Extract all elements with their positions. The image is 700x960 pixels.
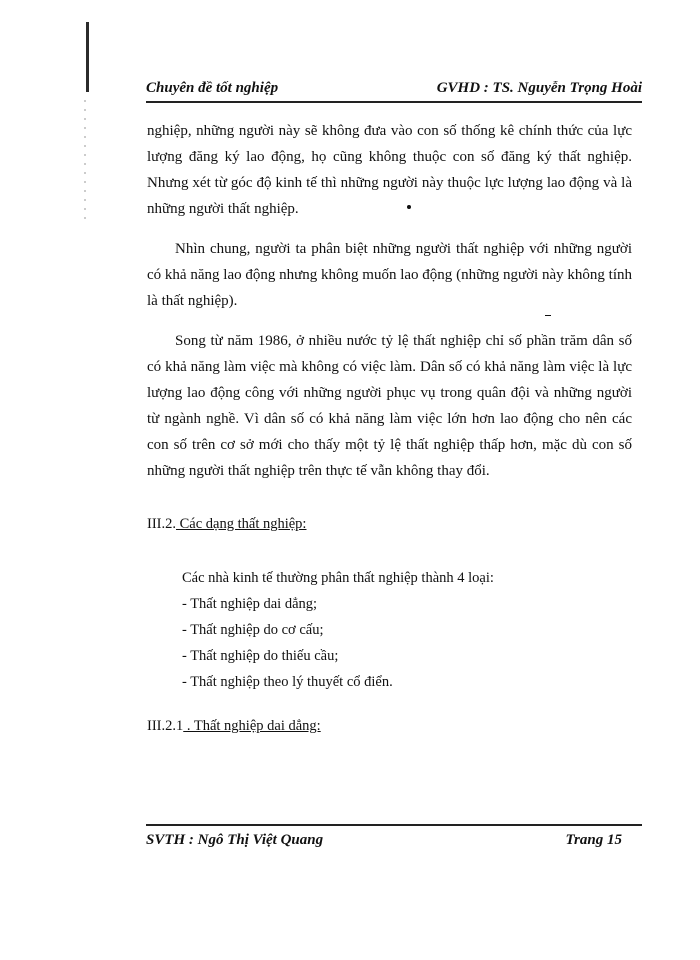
list-item: - Thất nghiệp dai dẳng; xyxy=(182,596,318,612)
list-intro: Các nhà kinh tế thường phân thất nghiệp thành 4 loại: xyxy=(182,570,494,586)
page-footer xyxy=(146,832,642,852)
footer-student: SVTH : Ngô Thị Việt Quang xyxy=(146,832,324,848)
section-number: III.2. xyxy=(147,516,176,532)
header-rule xyxy=(146,101,642,103)
scan-speck xyxy=(407,205,411,209)
paragraph-3: Song từ năm 1986, ở nhiều nước tỷ lệ thất nghiệp chỉ số phần trăm dân số có khả năng làm việc mà không có việc làm. Dân số có khả năng làm việc là lực lượng lao động công với những người phục vụ trong quân đội và những người từ ngành nghề. Vì dân số có khả năng làm việc lớn hơn lao động cho nên các con số trên cơ sở mới cho thấy một tỷ lệ thất nghiệp thấp hơn, mặc dù con số những người thất nghiệp trên thực tế vẫn không thay đổi. xyxy=(147,333,632,479)
list-item: - Thất nghiệp theo lý thuyết cổ điển. xyxy=(182,674,393,690)
section-heading-iii-2 xyxy=(147,516,306,533)
section-heading-iii-2-1 xyxy=(147,718,321,735)
scan-edge-mark xyxy=(86,22,89,92)
header-document-title: Chuyên đề tốt nghiệp xyxy=(146,80,279,96)
section-number: III.2.1 xyxy=(147,718,184,734)
page-header xyxy=(146,80,642,100)
footer-rule xyxy=(146,824,642,826)
page-number: Trang 15 xyxy=(565,832,622,848)
header-advisor: GVHD : TS. Nguyễn Trọng Hoài xyxy=(436,80,642,96)
paragraph-2: Nhìn chung, người ta phân biệt những người thất nghiệp với những người có khả năng lao động nhưng không muốn lao động (những người này không tính là thất nghiệp). xyxy=(147,241,632,309)
scan-edge-dots xyxy=(84,100,86,220)
unemployment-types-list xyxy=(182,565,494,695)
list-item: - Thất nghiệp do thiếu cầu; xyxy=(182,648,339,664)
paragraph-1: nghiệp, những người này sẽ không đưa vào con số thống kê chính thức của lực lượng đăng ký lao động, họ cũng không thuộc con số đăng ký thất nghiệp. Nhưng xét từ góc độ kinh tế thì những người này thuộc lực lượng lao động và là những người thất nghiệp. xyxy=(147,123,632,217)
section-title: Các dạng thất nghiệp: xyxy=(176,516,307,532)
list-item: - Thất nghiệp do cơ cấu; xyxy=(182,622,324,638)
body-text xyxy=(147,118,632,484)
section-title: . Thất nghiệp dai dẳng: xyxy=(183,718,321,734)
scan-speck xyxy=(545,315,551,316)
